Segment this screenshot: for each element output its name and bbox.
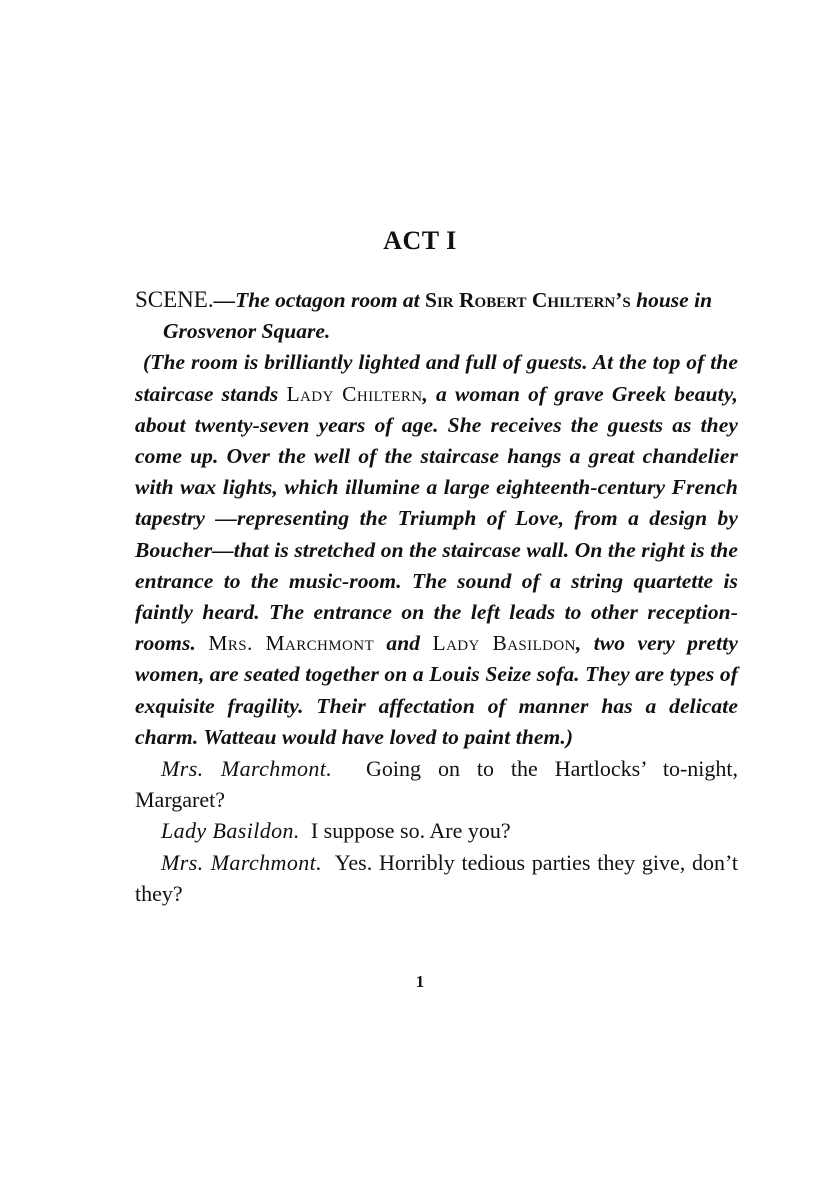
speech-text: I suppose so. Are you?: [310, 818, 511, 844]
character-name-lady-chiltern: Lady Chiltern: [286, 381, 423, 406]
speaker-name: Lady Basildon.: [161, 818, 300, 844]
play-text: [135, 284, 738, 909]
scene-possessive: ’s: [615, 288, 631, 312]
speech-text: Going on to the Hartlocks’ to-night, Margaret?: [135, 756, 739, 813]
speaker-name: Mrs. Marchmont.: [161, 849, 323, 875]
page-number: 1: [415, 972, 425, 991]
speech-text: Yes. Horribly tedious parties they give, don’t they?: [135, 849, 738, 906]
stage-direction-part-3: and: [374, 631, 433, 656]
stage-direction: [135, 347, 738, 753]
dialogue-line: [135, 847, 738, 909]
scene-dash: —: [213, 288, 236, 312]
stage-direction-part-2: , a woman of grave Greek beauty, about twenty-seven years of age. She receives the guests as they come up. Over the well of the staircase hangs a great chandelier with wax lights, which illumine a large eighteenth-century French tapestry —representing the Triumph of Love, from a design by Boucher—that is stretched on the staircase wall. On the right is the entrance to the music-room. The sound of a string quartette is faintly heard. The entrance on the left leads to other reception-rooms.: [135, 381, 739, 656]
dialogue-line: [135, 815, 738, 846]
scene-heading: [135, 284, 738, 347]
dialogue-line: [135, 753, 738, 815]
stage-direction-part-4: , two very pretty women, are seated together on a Louis Seize sofa. They are types of exquisite fragility. Their affectation of manner has a delicate charm. Watteau would have loved to paint them.): [135, 631, 738, 749]
act-title: ACT I: [383, 226, 457, 255]
scene-description-part-1: The octagon room at: [235, 288, 426, 312]
character-name-sir-robert-chiltern: Sir Robert Chiltern: [425, 288, 616, 312]
scene-description-part-2: house in Grosvenor Square.: [163, 288, 713, 344]
character-name-mrs-marchmont: Mrs. Marchmont: [208, 631, 375, 656]
character-name-lady-basildon: Lady Basildon: [432, 631, 576, 656]
scene-label: SCENE.: [135, 287, 214, 312]
stage-direction-part-1: (The room is brilliantly lighted and full of guests. At the top of the staircase stands: [135, 350, 738, 406]
speaker-name: Mrs. Marchmont.: [161, 756, 333, 782]
